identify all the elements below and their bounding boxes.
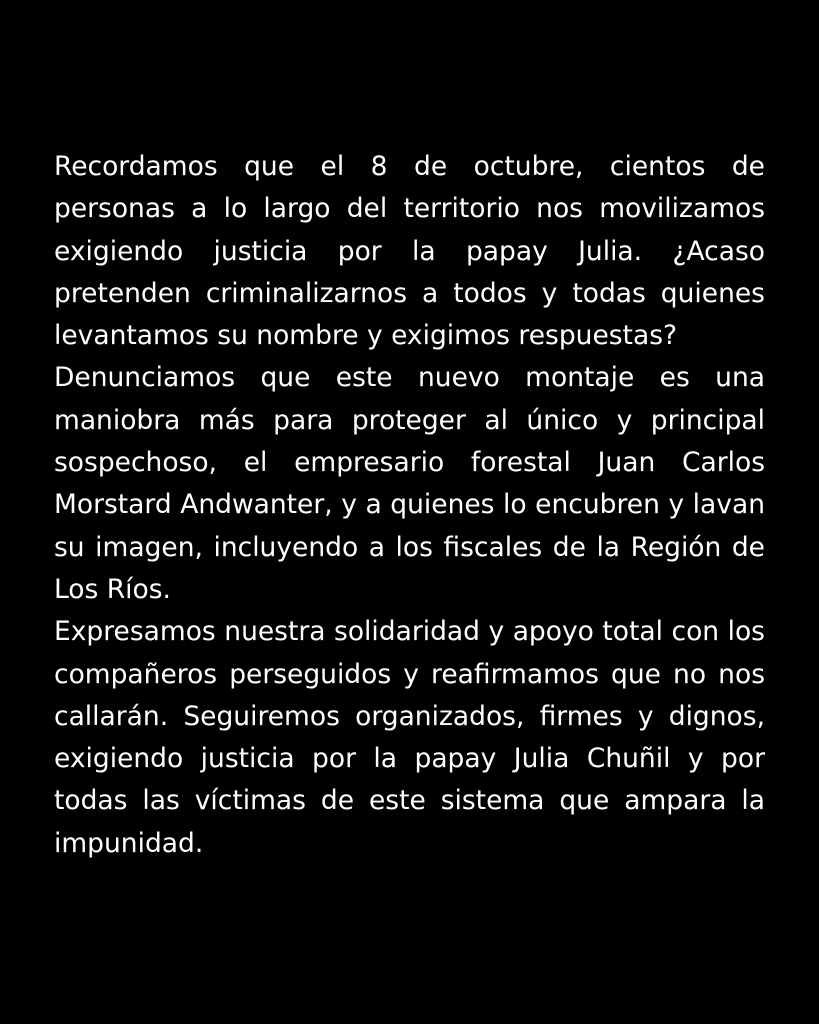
paragraph-denunciamos: Denunciamos que este nuevo montaje es una maniobra más para proteger al único y principal sospechoso, el empresario forestal Juan Carlos Morstard Andwanter, y a quienes lo encubren y lavan su imagen, incluyendo a los fiscales de la Región de Los Ríos. bbox=[54, 362, 765, 605]
paragraph-recordamos: Recordamos que el 8 de octubre, cientos de personas a lo largo del territorio nos movilizamos exigiendo justicia por la papay Julia. ¿Acaso pretenden criminalizarnos a todos y todas quienes levantamos su nombre y exigimos respuestas? bbox=[54, 151, 765, 352]
paragraph-expresamos: Expresamos nuestra solidaridad y apoyo total con los compañeros perseguidos y reafirmamos que no nos callarán. Seguiremos organizados, firmes y dignos, exigiendo justicia por la papay Julia Chuñil y por todas las víctimas de este sistema que ampara la impunidad. bbox=[54, 616, 765, 859]
statement-text bbox=[54, 146, 765, 865]
